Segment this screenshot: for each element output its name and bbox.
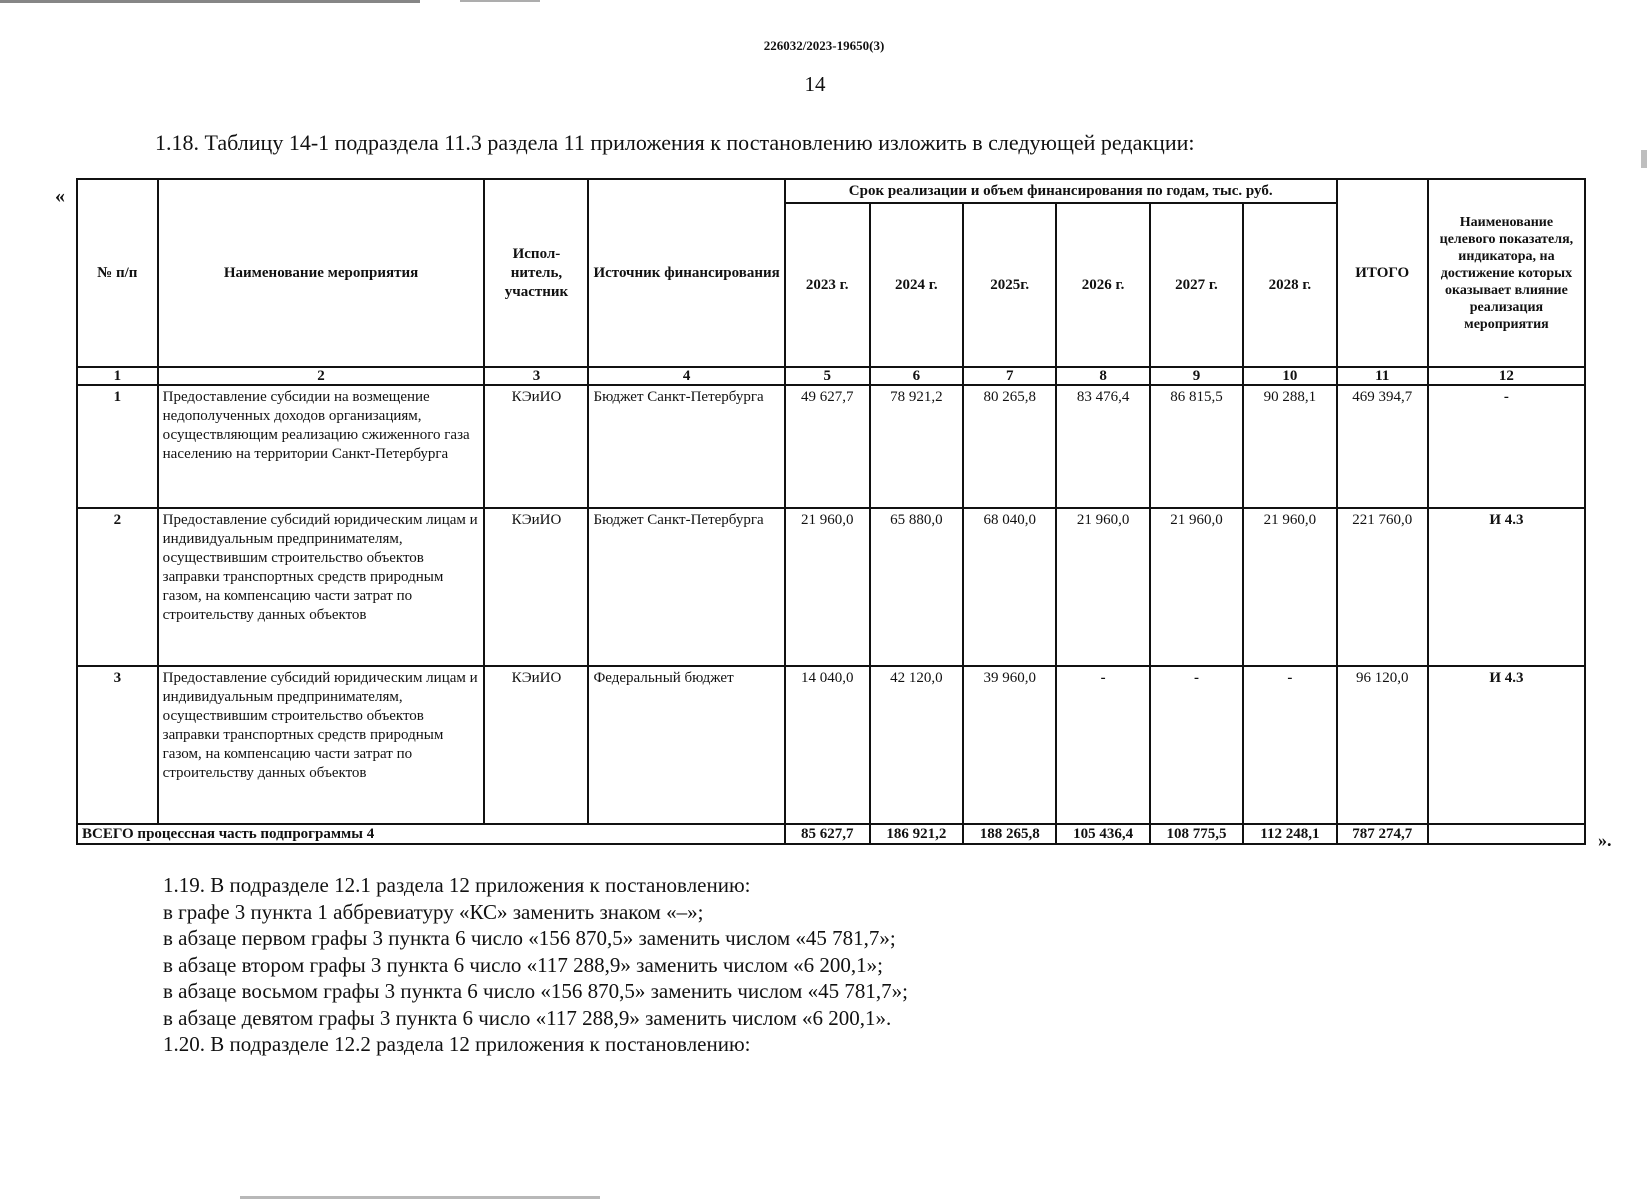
value-2028: 90 288,1 [1243,385,1336,508]
total-2023: 85 627,7 [785,824,870,844]
executor: КЭиИО [484,385,588,508]
funding-source: Бюджет Санкт-Петербурга [588,508,784,666]
note-line: в абзаце восьмом графы 3 пункта 6 число «156 870,5» заменить числом «45 781,7»; [163,979,908,1003]
value-2026: 83 476,4 [1056,385,1149,508]
header-year: 2027 г. [1150,203,1243,367]
header-year: 2023 г. [785,203,870,367]
scan-edge-mark [1641,150,1647,168]
value-2027: 86 815,5 [1150,385,1243,508]
column-number: 8 [1056,367,1149,385]
table-row [77,508,1585,666]
column-numbers-row [77,367,1585,385]
activity-name: Предоставление субсидий юридическим лицам и индивидуальным предпринимателям, осуществившим строительство объектов заправки транспортных средств природным газом, на компенсацию части затрат по строительству данных объектов [158,666,485,824]
quote-close-mark: ». [1598,830,1612,850]
amendment-notes [163,872,908,1058]
activity-name: Предоставление субсидии на возмещение недополученных доходов организациям, осуществляющим реализацию сжиженного газа населению на территории Санкт-Петербурга [158,385,485,508]
column-number: 9 [1150,367,1243,385]
page-number: 14 [804,72,826,96]
row-number: 1 [77,385,158,508]
row-total: 221 760,0 [1337,508,1428,666]
note-line: 1.19. В подразделе 12.1 раздела 12 приложения к постановлению: [163,873,751,897]
header-year: 2024 г. [870,203,963,367]
header-name: Наименование мероприятия [158,179,485,367]
header-source: Источник финансирования [588,179,784,367]
column-number: 10 [1243,367,1336,385]
total-indicator-empty [1428,824,1585,844]
value-2024: 78 921,2 [870,385,963,508]
header-year: 2026 г. [1056,203,1149,367]
total-row [77,824,1585,844]
indicator: - [1428,385,1585,508]
row-number: 3 [77,666,158,824]
note-line: в абзаце первом графы 3 пункта 6 число «156 870,5» заменить числом «45 781,7»; [163,926,896,950]
column-number: 1 [77,367,158,385]
header-indicator: Наименование целевого показателя, индикатора, на достижение которых оказывает влияние реализация мероприятия [1428,179,1585,367]
value-2025: 68 040,0 [963,508,1056,666]
total-label: ВСЕГО процессная часть подпрограммы 4 [77,824,785,844]
document-registration-number: 226032/2023-19650(3) [763,38,885,53]
value-2023: 49 627,7 [785,385,870,508]
scan-edge-mark [460,0,540,2]
executor: КЭиИО [484,666,588,824]
column-number: 12 [1428,367,1585,385]
header-year: 2025г. [963,203,1056,367]
quote-open-mark: « [55,185,65,207]
column-number: 11 [1337,367,1428,385]
funding-source: Бюджет Санкт-Петербурга [588,385,784,508]
header-executor: Испол-нитель, участник [484,179,588,367]
column-number: 6 [870,367,963,385]
note-line: в графе 3 пункта 1 аббревиатуру «КС» заменить знаком «–»; [163,899,704,924]
header-no: № п/п [77,179,158,367]
section-intro-paragraph: 1.18. Таблицу 14-1 подраздела 11.3 раздела 11 приложения к постановлению изложить в следующей редакции: [155,130,1195,155]
value-2025: 80 265,8 [963,385,1056,508]
header-period: Срок реализации и объем финансирования по годам, тыс. руб. [785,179,1337,203]
funding-source: Федеральный бюджет [588,666,784,824]
row-number: 2 [77,508,158,666]
value-2024: 42 120,0 [870,666,963,824]
value-2023: 14 040,0 [785,666,870,824]
column-number: 4 [588,367,784,385]
value-2025: 39 960,0 [963,666,1056,824]
row-total: 469 394,7 [1337,385,1428,508]
column-number: 2 [158,367,485,385]
table-row [77,666,1585,824]
value-2026: - [1056,666,1149,824]
note-line: в абзаце втором графы 3 пункта 6 число «117 288,9» заменить числом «6 200,1»; [163,952,883,977]
grand-total: 787 274,7 [1337,824,1428,844]
activity-name: Предоставление субсидий юридическим лицам и индивидуальным предпринимателям, осуществившим строительство объектов заправки транспортных средств природным газом, на компенсацию части затрат по строительству данных объектов [158,508,485,666]
row-total: 96 120,0 [1337,666,1428,824]
header-total: ИТОГО [1337,179,1428,367]
total-2025: 188 265,8 [963,824,1056,844]
value-2026: 21 960,0 [1056,508,1149,666]
scan-edge-mark [240,1196,600,1199]
value-2027: - [1150,666,1243,824]
value-2028: 21 960,0 [1243,508,1336,666]
note-line: в абзаце девятом графы 3 пункта 6 число «117 288,9» заменить числом «6 200,1». [163,1005,892,1030]
value-2028: - [1243,666,1336,824]
value-2024: 65 880,0 [870,508,963,666]
total-2027: 108 775,5 [1150,824,1243,844]
executor: КЭиИО [484,508,588,666]
funding-table [76,178,1586,845]
header-year: 2028 г. [1243,203,1336,367]
total-2026: 105 436,4 [1056,824,1149,844]
column-number: 3 [484,367,588,385]
value-2023: 21 960,0 [785,508,870,666]
table-row [77,385,1585,508]
scan-edge-mark [0,0,420,3]
total-2028: 112 248,1 [1243,824,1336,844]
indicator: И 4.3 [1428,508,1585,666]
total-2024: 186 921,2 [870,824,963,844]
note-line: 1.20. В подразделе 12.2 раздела 12 приложения к постановлению: [163,1032,751,1056]
value-2027: 21 960,0 [1150,508,1243,666]
indicator: И 4.3 [1428,666,1585,824]
column-number: 5 [785,367,870,385]
column-number: 7 [963,367,1056,385]
